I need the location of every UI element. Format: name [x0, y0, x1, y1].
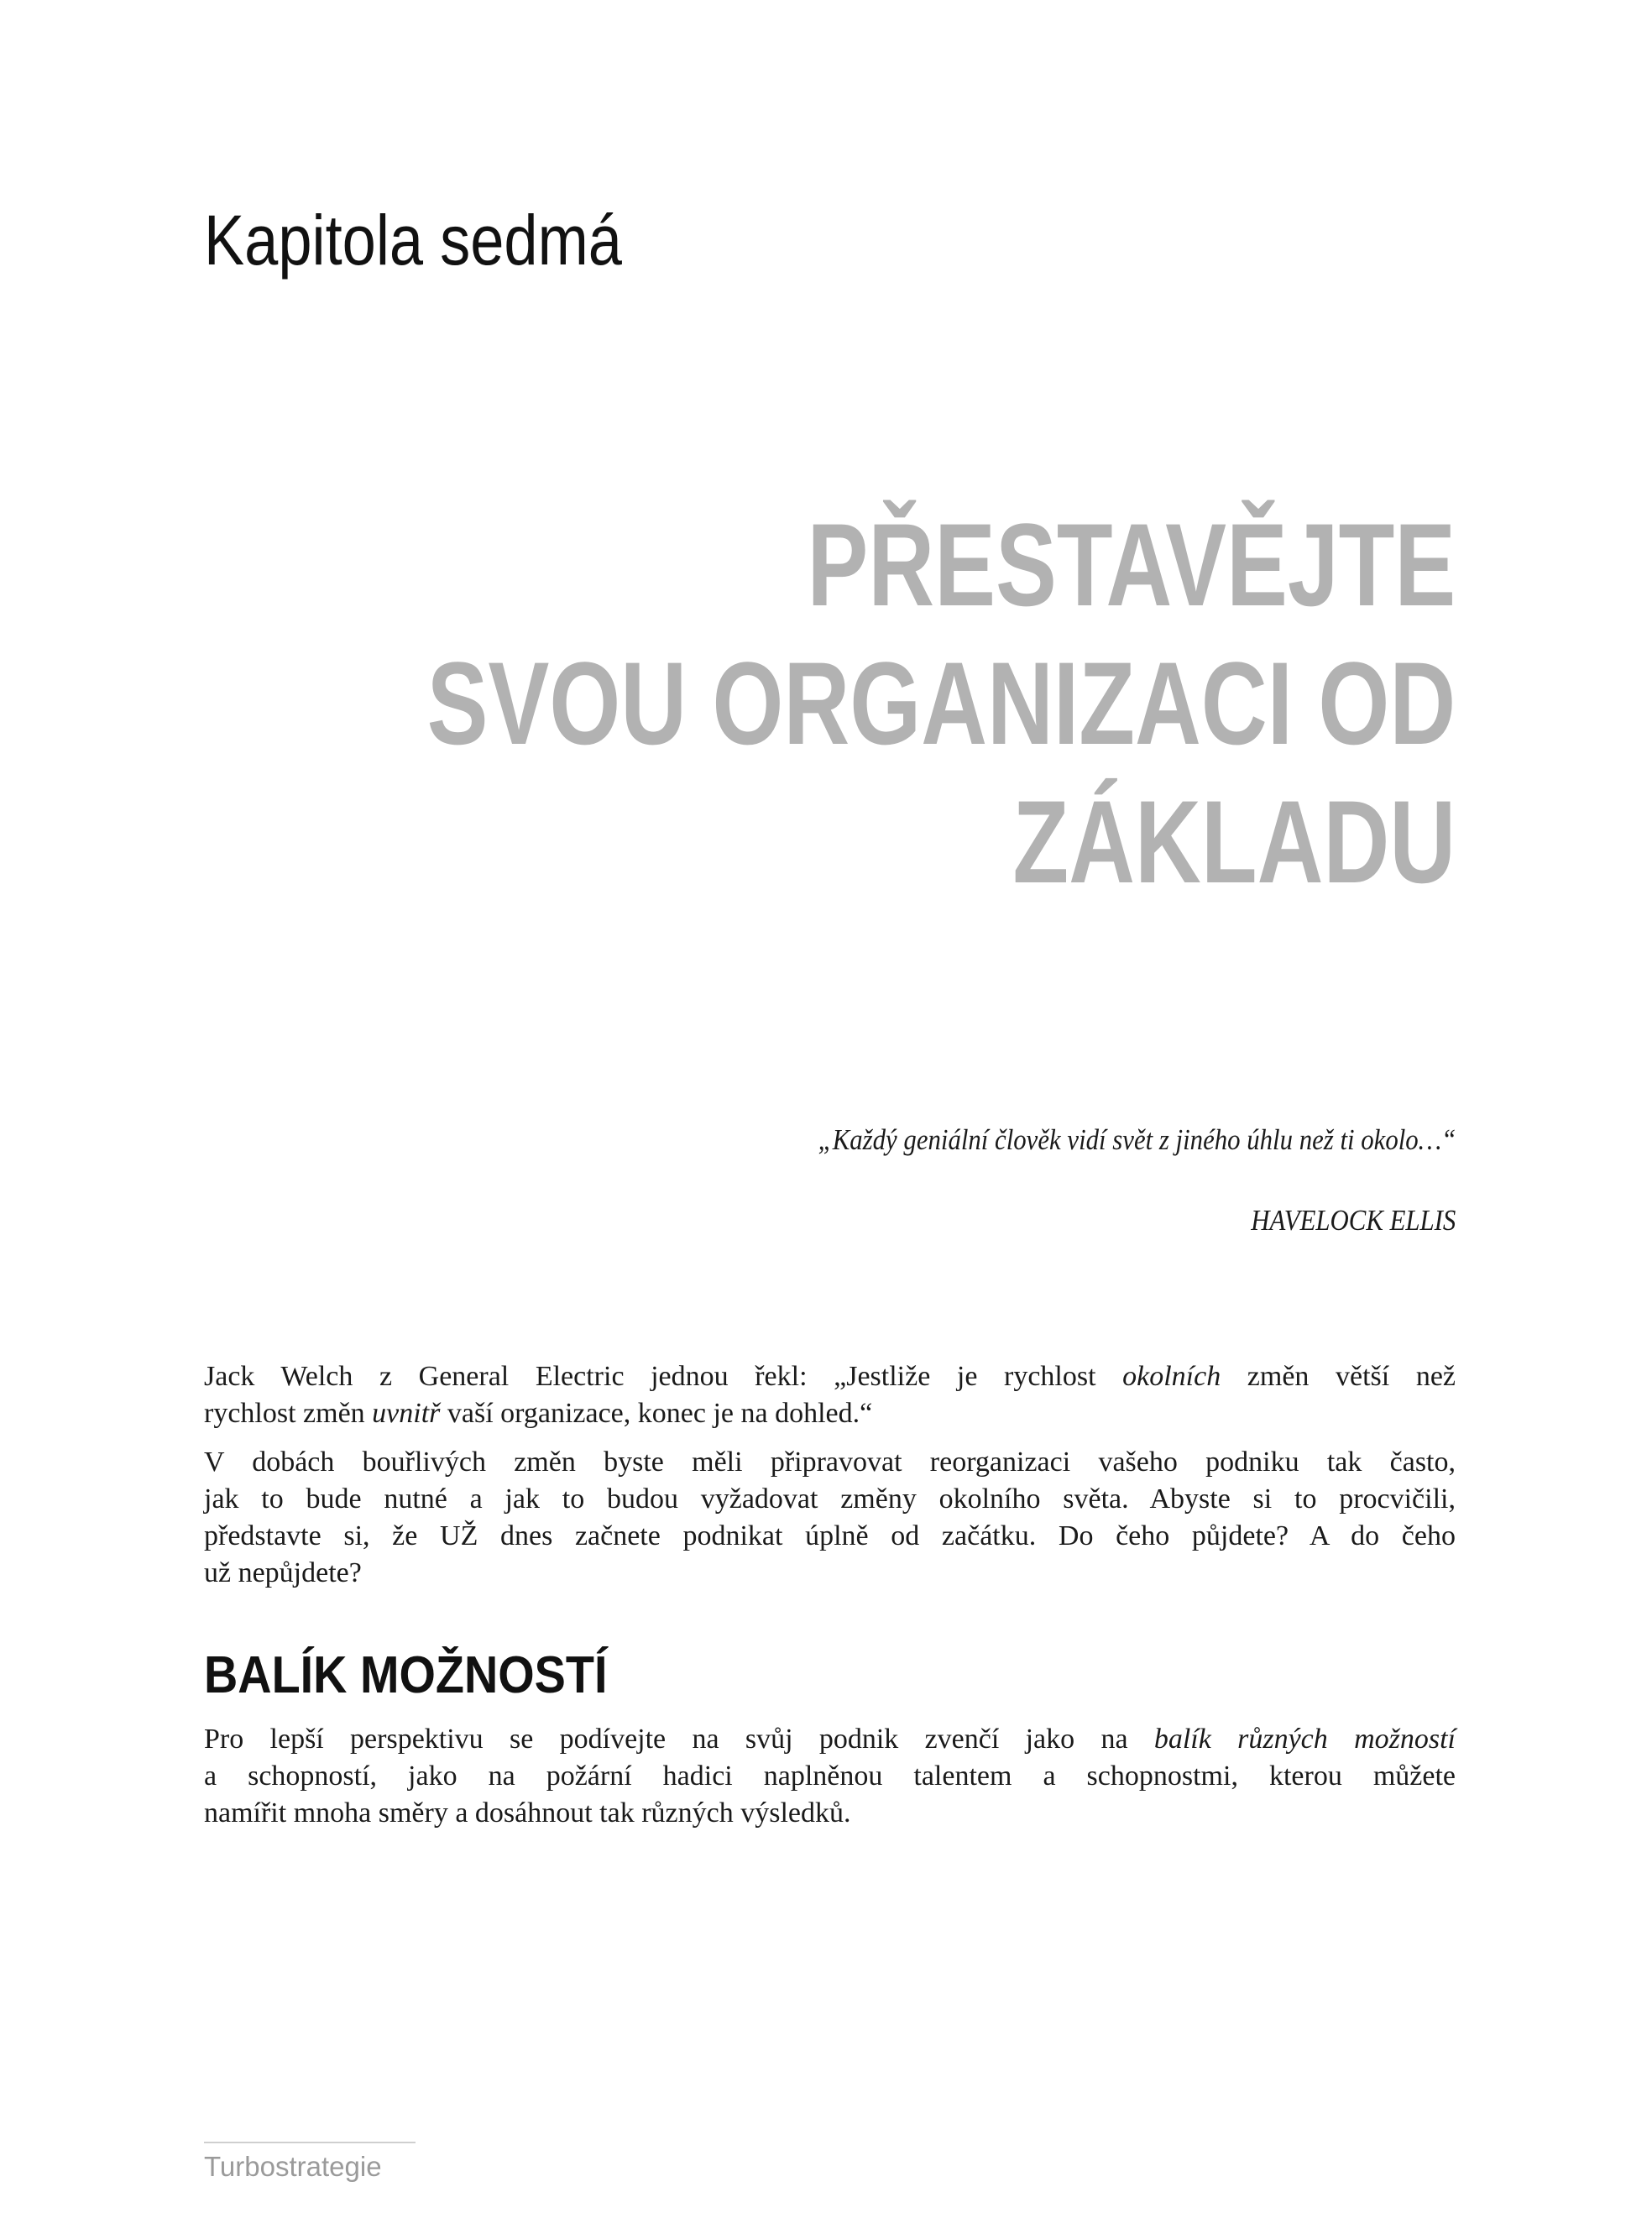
text: rychlost změn: [204, 1398, 373, 1429]
text: změn větší než: [1221, 1361, 1456, 1392]
text-line: a schopností, jako na požární hadici naplněnou talentem a schopnostmi, kterou můžete: [204, 1761, 1456, 1792]
emphasis: okolních: [1122, 1361, 1221, 1392]
epigraph-author: HAVELOCK ELLIS: [1250, 1204, 1456, 1237]
emphasis: balík různých možností: [1153, 1724, 1456, 1755]
chapter-label: Kapitola sedmá: [204, 201, 622, 280]
chapter-title: [137, 495, 1456, 911]
footer-divider: [204, 2142, 416, 2143]
text-line: už nepůjdete?: [204, 1557, 362, 1588]
paragraph: [204, 1444, 1456, 1592]
body-text: [204, 1358, 1456, 1844]
text-line: [204, 1358, 1456, 1395]
text-line: představte si, že UŽ dnes začnete podnikat úplně od začátku. Do čeho půjdete? A do čeho: [204, 1520, 1456, 1551]
text-line: namířit mnoha směry a dosáhnout tak různých výsledků.: [204, 1797, 851, 1829]
text-line: [204, 1721, 1456, 1758]
emphasis: uvnitř: [372, 1398, 441, 1429]
text: vaší organizace, konec je na dohled.“: [440, 1398, 873, 1429]
text-line: V dobách bouřlivých změn byste měli připravovat reorganizaci vašeho podniku tak často,: [204, 1447, 1456, 1478]
paragraph: [204, 1721, 1456, 1832]
text: Jack Welch z General Electric jednou řekl: „Jestliže je rychlost: [204, 1361, 1123, 1392]
running-footer: Turbostrategie: [204, 2151, 382, 2182]
title-line: PŘESTAVĚJTE: [807, 499, 1456, 630]
text-line: [204, 1395, 1456, 1432]
paragraph: [204, 1358, 1456, 1432]
text: Pro lepší perspektivu se podívejte na svůj podnik zvenčí jako na: [204, 1724, 1154, 1755]
epigraph-quote: „Každý geniální člověk vidí svět z jiného úhlu než ti okolo…“: [818, 1123, 1456, 1156]
section-heading: BALÍK MOŽNOSTÍ: [204, 1646, 608, 1704]
title-line: ZÁKLADU: [1012, 776, 1456, 908]
text-line: jak to bude nutné a jak to budou vyžadovat změny okolního světa. Abyste si to procvičili,: [204, 1483, 1456, 1515]
title-line: SVOU ORGANIZACI OD: [426, 637, 1456, 769]
